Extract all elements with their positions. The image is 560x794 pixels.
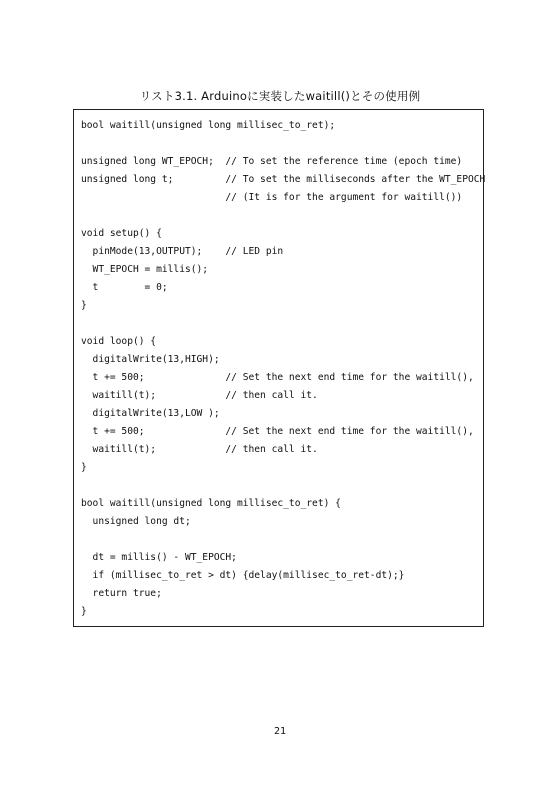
code-line: unsigned long WT_EPOCH; // To set the reference time (epoch time) xyxy=(81,156,463,167)
code-line: } xyxy=(81,462,87,473)
code-line: t = 0; xyxy=(81,282,168,293)
code-line: waitill(t); // then call it. xyxy=(81,390,318,401)
code-line: unsigned long dt; xyxy=(81,516,191,527)
code-line: t += 500; // Set the next end time for the waitill(), xyxy=(81,372,474,383)
code-line: bool waitill(unsigned long millisec_to_ret); xyxy=(81,120,336,131)
code-line: void loop() { xyxy=(81,336,157,347)
code-line: // (It is for the argument for waitill()) xyxy=(81,192,463,203)
listing-caption: リスト3.1. Arduinoに実装したwaitill()とその使用例 xyxy=(139,89,421,103)
code-line: } xyxy=(81,606,87,617)
code-line: if (millisec_to_ret > dt) {delay(millisec_to_ret-dt);} xyxy=(81,570,405,581)
code-line: unsigned long t; // To set the milliseconds after the WT_EPOCH xyxy=(81,174,486,185)
code-line: WT_EPOCH = millis(); xyxy=(81,264,209,275)
code-line: dt = millis() - WT_EPOCH; xyxy=(81,552,237,563)
code-line: pinMode(13,OUTPUT); // LED pin xyxy=(81,246,284,257)
code-line: digitalWrite(13,HIGH); xyxy=(81,354,220,365)
code-line: t += 500; // Set the next end time for the waitill(), xyxy=(81,426,474,437)
page-number: 21 xyxy=(273,726,287,737)
code-line: digitalWrite(13,LOW ); xyxy=(81,408,220,419)
code-listing-box xyxy=(73,109,484,627)
code-line: waitill(t); // then call it. xyxy=(81,444,318,455)
code-line: void setup() { xyxy=(81,228,162,239)
code-line: } xyxy=(81,300,87,311)
code-line: return true; xyxy=(81,588,162,599)
code-line: bool waitill(unsigned long millisec_to_ret) { xyxy=(81,498,341,509)
